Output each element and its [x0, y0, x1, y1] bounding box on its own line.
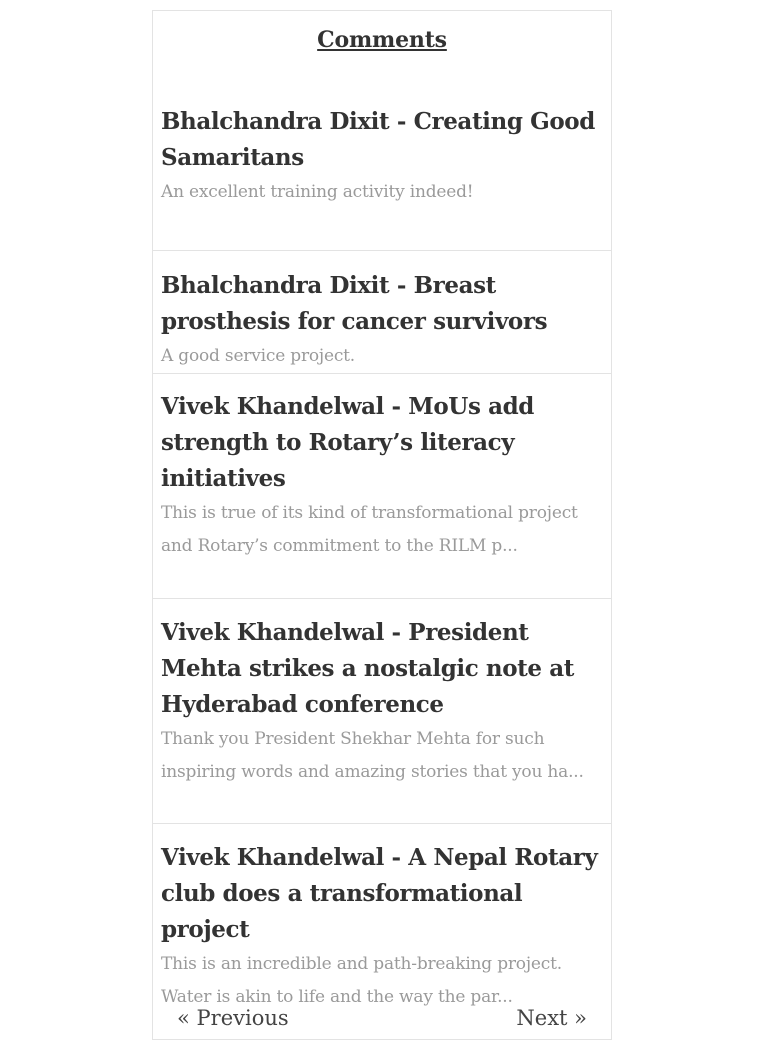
- comment-item[interactable]: [153, 824, 611, 1014]
- comment-excerpt: This is true of its kind of transformational project and Rotary’s commitment to the RILM p...: [161, 503, 578, 556]
- comment-item[interactable]: [153, 61, 611, 251]
- widget-title: Comments: [317, 27, 447, 53]
- comments-widget: [152, 10, 612, 1040]
- comment-item[interactable]: [153, 374, 611, 599]
- pagination: [153, 1006, 611, 1046]
- comment-title[interactable]: Bhalchandra Dixit - Breast prosthesis for cancer survivors: [161, 272, 548, 335]
- comment-excerpt: A good service project.: [161, 346, 355, 366]
- next-link[interactable]: Next »: [516, 1006, 587, 1030]
- comment-excerpt: An excellent training activity indeed!: [161, 182, 474, 202]
- comment-excerpt: This is an incredible and path-breaking project. Water is akin to life and the way the par...: [161, 954, 562, 1007]
- comment-title[interactable]: Bhalchandra Dixit - Creating Good Samaritans: [161, 108, 595, 171]
- comment-item[interactable]: [153, 251, 611, 374]
- comment-title[interactable]: Vivek Khandelwal - A Nepal Rotary club does a transformational project: [161, 844, 598, 943]
- comments-list: [153, 61, 611, 1014]
- comment-item[interactable]: [153, 599, 611, 824]
- comment-excerpt: Thank you President Shekhar Mehta for such inspiring words and amazing stories that you ha...: [161, 729, 584, 782]
- previous-link[interactable]: « Previous: [177, 1006, 289, 1030]
- comment-title[interactable]: Vivek Khandelwal - MoUs add strength to Rotary’s literacy initiatives: [161, 393, 534, 492]
- comment-title[interactable]: Vivek Khandelwal - President Mehta strikes a nostalgic note at Hyderabad conference: [161, 619, 574, 718]
